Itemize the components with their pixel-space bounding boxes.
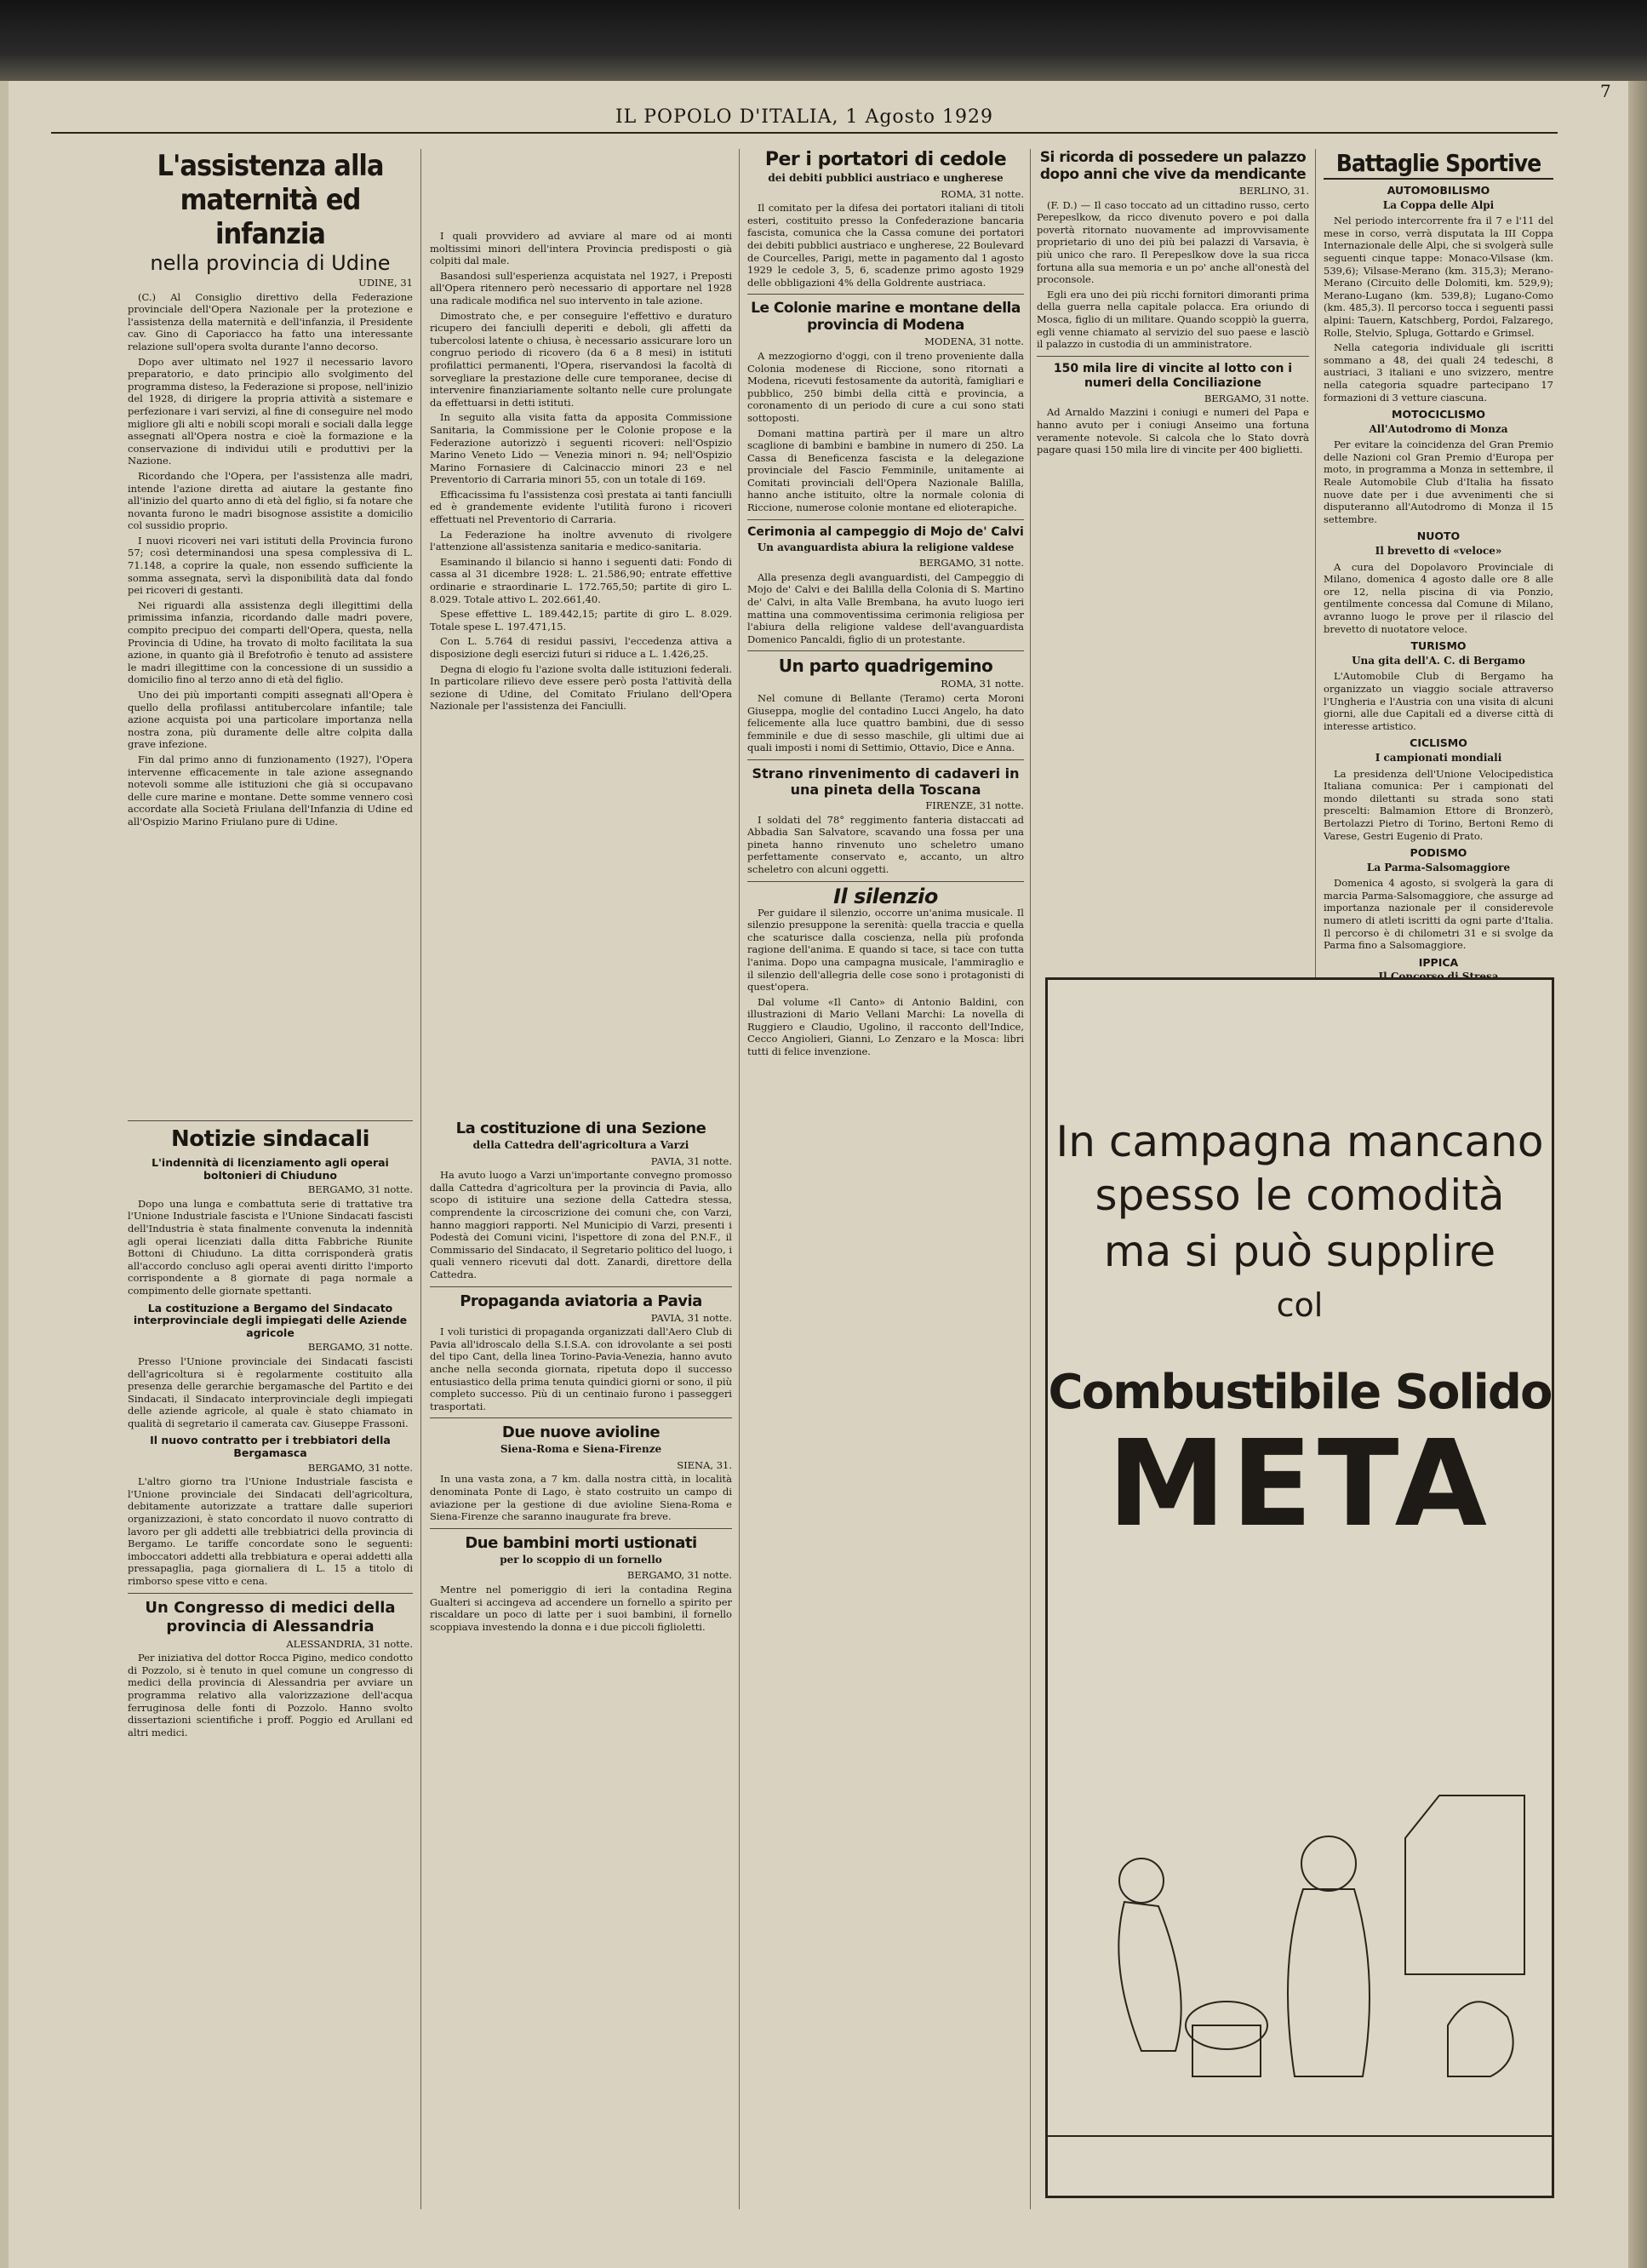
dark-background-top [0, 0, 1647, 89]
dateline: BERGAMO, 31 notte. [1204, 392, 1309, 404]
ad-headline-line: spesso le comodità [1095, 1171, 1505, 1220]
subheadline: nella provincia di Udine [150, 251, 391, 275]
subheadline: Un avanguardista abiura la religione valdese [757, 541, 1015, 553]
paragraph: L'Automobile Club di Bergamo ha organizzato un viaggio sociale attraverso l'Ungheria e l'Austria con una visita di alcuni giorni, alle due Capitali ed a diverse città di interesse artistico. [1324, 670, 1553, 732]
column-3 [747, 149, 1024, 2268]
dateline: BERGAMO, 31 notte. [918, 557, 1024, 570]
subheadline: della Cattedra dell'agricoltura a Varzi [472, 1139, 689, 1151]
masthead-title: IL POPOLO D'ITALIA, 1 Agosto 1929 [615, 106, 994, 128]
dateline: BERGAMO, 31 notte. [307, 1183, 413, 1196]
section-label: TURISMO [1410, 639, 1467, 653]
paragraph: Basandosi sull'esperienza acquistata nel 1927, i Preposti all'Opera ritennero però necessario di apportare nel 1928 una radicale modifica nel suo intervento in tale azione. [430, 269, 732, 306]
paragraph: (C.) Al Consiglio direttivo della Federazione provinciale dell'Opera Nazionale per la protezione e l'assistenza della maternità e dell'infanzia, il Presidente cav. Gino di Caporiacco ha fatto una interessante relazione sull'opera svolta durante l'anno decorso. [128, 290, 413, 352]
paragraph: La Federazione ha inoltre avvenuto di rivolgere l'attenzione all'assistenza sanitaria e medico-sanitaria. [430, 528, 732, 553]
article-maternita [128, 149, 413, 1222]
paragraph: In seguito alla visita fatta da apposita Commissione Sanitaria, la Commissione per le Colonie propose e la Federazione autorizzò i seguenti ricoveri: nell'Ospizio Marino Veneto Lido — Venezia minori n. 94; nell'Ospizio Marino Fornasiere di Calcinaccio minori 23 e nel Preventorio di Carraria minori 55, con un totale di 169. [430, 411, 732, 486]
ad-illustration [1048, 1770, 1552, 2196]
paragraph: I quali provvidero ad avviare al mare od ai monti moltissimi minori dell'intera Provincia predisposti o già colpiti dal male. [430, 230, 732, 267]
hen [1448, 2002, 1513, 2076]
section-label: NUOTO [1416, 530, 1461, 543]
paragraph: Alla presenza degli avanguardisti, del Campeggio di Mojo de' Calvi e dei Balilla della Colonia di S. Martino de' Calvi, in alta Valle Brembana, ha avuto luogo ieri mattina una commoventissima cerimonia religiosa per l'abiura della religione valdese dell'avanguardista Domenico Pancaldi, figlio di un protestante. [747, 570, 1024, 645]
paragraph: A cura del Dopolavoro Provinciale di Milano, domenica 4 agosto dalle ore 8 alle ore 12, nella piscina di via Ponzio, gentilmente concessa dal Comune di Milano, avranno luogo le prove per il rilascio del brevetto di nuotatore veloce. [1324, 560, 1553, 635]
dateline: BERGAMO, 31 notte. [307, 1341, 413, 1354]
paragraph: Nei riguardi alla assistenza degli illegittimi della primissima infanzia, ricordando dalle madri povere, compito precipuo dei comparti dell'Opera, questa, nella Provincia di Udine, ha trovato di molto facilitata la sua azione, in quanto già il Brefotrofio è tenuto ad assistere le madri illegittime con la concessione di un sussidio a domicilio fino al terzo anno di età del figlio. [128, 598, 413, 686]
headline: Battaglie Sportive [1324, 149, 1553, 180]
dateline: ROMA, 31 notte. [941, 678, 1024, 690]
section-label: IPPICA [1418, 955, 1459, 969]
subheadline: L'indennità di licenziamento agli operai boltonieri di Chiuduno [152, 1156, 389, 1182]
woman-body [1118, 1902, 1181, 2051]
dateline: ALESSANDRIA, 31 notte. [286, 1637, 413, 1650]
headline: La costituzione di una Sezione [455, 1120, 706, 1137]
ad-headline-line: In campagna mancano [1055, 1117, 1544, 1166]
paragraph: Domenica 4 agosto, si svolgerà la gara di marcia Parma-Salsomaggiore, che assurge ad importanza nazionale per il considerevole numero di atleti iscritti da ogni parte d'Italia. Il percorso è di chilometri 31 e si svolge da Parma fino a Salsomaggiore. [1324, 877, 1553, 952]
paragraph: A mezzogiorno d'oggi, con il treno proveniente dalla Colonia modenese di Riccione, sono ritornati a Modena, ricevuti festosamente da autorità, famigliari e pubblico, 250 bimbi della città e provincia, a coronamento di un periodo di cure a cui sono stati sottoposti. [747, 349, 1024, 424]
headline: Due bambini morti ustionati [465, 1533, 697, 1552]
paragraph: Mentre nel pomeriggio di ieri la contadina Regina Gualteri si accingeva ad accendere un fornello a spirito per riscaldare un poco di latte per i suoi bambini, il fornello scoppiava investendo la donna e i due piccoli figlioletti. [430, 1584, 732, 1633]
paragraph: Nel comune di Bellante (Teramo) certa Moroni Giuseppa, moglie del contadino Lucci Angelo, ha dato felicemente alla luce quattro bambini, due di sesso femminile e due di sesso maschile, gli ultimi due ai quali imposti i nomi di Settimio, Ottavio, Dice e Anna. [747, 692, 1024, 754]
headline: Cerimonia al campeggio di Mojo de' Calvi [747, 524, 1024, 539]
paragraph: Ha avuto luogo a Varzi un'importante convegno promosso dalla Cattedra d'agricoltura per la provincia di Pavia, allo scopo di istituire una sezione della Cattedra stessa, comprendente la circoscrizione dei comuni che, con Varzi, hanno maggiori rapporti. Nel Municipio di Varzi, presenti i Podestà dei Comuni vicini, l'ispettore di zona del P.N.F., il Commissario del Sindacato, il Segretario politico del luogo, i quali vennero ricevuti dal dott. Zanardi, direttore della Cattedra. [430, 1169, 732, 1280]
dateline: BERGAMO, 31 notte. [626, 1569, 732, 1582]
headline: Si ricorda di possedere un palazzo dopo anni che vive da mendicante [1039, 149, 1307, 183]
headline: Propaganda aviatoria a Pavia [460, 1292, 702, 1310]
ad-brand-logo: META [1107, 1415, 1492, 1554]
ad-brand-top: Combustibile Solido [1048, 1365, 1552, 1420]
column-rule [739, 149, 740, 2209]
paragraph: Dopo aver ultimato nel 1927 il necessario lavoro preparatorio, e dato principio allo svolgimento del programma disteso, la Federazione si propose, nell'inizio del 1928, di dirigere la propria attività a sistemare e perfezionare i vari servizi, al fine di conseguire nel modo migliore gli alti e nobili scopi morali e sociali dalla legge assegnati all'Opera nostra e cioè la formazione e la conservazione di individui utili e produttivi per la Nazione. [128, 355, 413, 467]
page-edge-right [1628, 81, 1647, 2268]
advertisement-meta [1045, 977, 1554, 2198]
paragraph: Domani mattina partirà per il mare un altro scaglione di bambini e bambine in numero di 250. La Cassa di Beneficenza fascista e la delegazione provinciale del Fascio Femminile, unitamente ai Comitati provinciali dell'Opera Nazionale Balilla, hanno anche istituito, oltre la normale colonia di Riccione, numerose colonie montane ed elioterapiche. [747, 427, 1024, 514]
woman-head [1119, 1858, 1164, 1903]
column-rule [1315, 149, 1316, 1000]
headline: L'assistenza alla maternità ed infanzia [157, 149, 384, 251]
man-body [1288, 1889, 1370, 2076]
man-head [1301, 1836, 1356, 1891]
ad-headline-line: col [1276, 1286, 1324, 1324]
paragraph: Fin dal primo anno di funzionamento (1927), l'Opera intervenne efficacemente in tale azione assegnando notevoli somme alle istituzioni che già si occupavano delle cure marine e montane. Dette somme vennero così accordate alla Società Friulana dell'Infanzia di Udine ed all'Ospizio Marino Friulano pure di Udine. [128, 753, 413, 828]
paragraph: In una vasta zona, a 7 km. dalla nostra città, in località denominata Ponte di Lago, è stato costruito un campo di aviazione per la gestione di due avioline Siena-Roma e Siena-Firenze che saranno inaugurate fra breve. [430, 1473, 732, 1523]
subheadline: per lo scoppio di un fornello [500, 1553, 662, 1566]
house [1405, 1796, 1524, 1974]
subheadline: All'Autodromo di Monza [1369, 422, 1508, 435]
paragraph: Presso l'Unione provinciale dei Sindacati fascisti dell'agricoltura si è regolarmente costituito alla presenza delle gerarchie bergamasche del Partito e dei Sindacati, il Sindacato interprovinciale degli impiegati delle aziende agricole, al quale è stato chiamato in qualità di segretario il camerata cav. Giuseppe Frassoni. [128, 1354, 413, 1429]
headline: Un Congresso di medici della provincia di Alessandria [145, 1598, 396, 1635]
dateline: SIENA, 31. [677, 1458, 732, 1471]
paragraph: Per guidare il silenzio, occorre un'anima musicale. Il silenzio presuppone la serenità: quella traccia e quella che scaturisce dalla coscienza, nella più profonda ragione dell'anima. E quando si tace, si tace con tutta l'anima. Dopo una campagna musicale, l'ammiraglio e il silenzio dell'allegria delle cose sono i protagonisti di quest'opera. [747, 906, 1024, 994]
headline: Notizie sindacali [170, 1126, 370, 1152]
paragraph: Degna di elogio fu l'azione svolta dalle istituzioni federali. In particolare rilievo deve essere però posta l'attività della sezione di Udine, del Comitato Friulano dell'Opera Nazionale per l'assistenza dei Fanciulli. [430, 662, 732, 713]
paragraph: Egli era uno dei più ricchi fornitori dimoranti prima della guerra nella capitale polacca. Era oriundo di Mosca, figlio di un militare. Quando scoppiò la guerra, egli venne chiamato al servizio del suo paese e lasciò il palazzo in custodia di un amministratore. [1037, 288, 1309, 351]
dateline: BERLINO, 31. [1238, 185, 1309, 197]
headline: Due nuove avioline [501, 1423, 661, 1442]
paragraph: I nuovi ricoveri nei vari istituti della Provincia furono 57; così determinandosi una spesa complessiva di L. 71.148, a coprire la quale, non essendo sufficiente la somma assegnata, servì la disponibilità data dal fondo pei ricoveri di gestanti. [128, 534, 413, 597]
subheadline: Siena-Roma e Siena-Firenze [500, 1443, 662, 1456]
headline: Le Colonie marine e montane della provincia di Modena [751, 300, 1021, 335]
article-maternita-cont [430, 230, 732, 1196]
paragraph: Ricordando che l'Opera, per l'assistenza alle madri, intende l'azione diretta ad aiutare la gestante fino all'inizio del quarto anno di età del figlio, si fa notare che novanta furono le madri bisognose assistite a domicilio col sussidio proprio. [128, 469, 413, 532]
dateline: FIRENZE, 31 notte. [925, 799, 1024, 811]
paragraph: Con L. 5.764 di residui passivi, l'eccedenza attiva a disposizione degli esercizi futuri si riduce a L. 1.426,25. [430, 635, 732, 660]
paragraph: Dopo una lunga e combattuta serie di trattative tra l'Unione Industriale fascista e l'Unione Sindacati fascisti dell'Industria è stata finalmente convenuta la indennità agli operai licenziati dalla ditta Fabbriche Riunite Bottoni di Chiuduno. La ditta corrisponderà gratis all'accordo concluso agli operai aventi diritto l'importo corrispondente a 8 giornate di paga normale a compimento delle giornate spettanti. [128, 1197, 413, 1297]
headline: Il silenzio [833, 884, 938, 908]
section-label: CICLISMO [1410, 736, 1467, 750]
headline: Strano rinvenimento di cadaveri in una pineta della Toscana [752, 765, 1020, 798]
headline: 150 mila lire di vincite al lotto con i numeri della Conciliazione [1053, 361, 1293, 390]
column-5 [1037, 149, 1309, 1030]
paragraph: Il comitato per la difesa dei portatori italiani di titoli esteri, costituito presso la Confederazione bancaria fascista, comunica che la Cassa comune dei portatori dei debiti pubblici austriaco e ungherese, 22 Boulevard de Courcelles, Parigi, mette in pagamento dal 1 agosto 1929 le cedole 3, 5, 6, scadenze primo agosto 1929 delle obbligazioni 4% della Goldrente austriaca. [747, 202, 1024, 289]
article-notizie-sindacali [128, 1115, 413, 2268]
subheadline: La Parma-Salsomaggiore [1366, 861, 1511, 873]
subheadline: Il nuovo contratto per i trebbiatori della Bergamasca [150, 1434, 391, 1460]
section-label: AUTOMOBILISMO [1387, 184, 1490, 197]
subheadline: I campionati mondiali [1375, 751, 1502, 764]
subheadline: La Coppa delle Alpi [1382, 198, 1495, 211]
dateline: PAVIA, 31 notte. [650, 1154, 732, 1167]
dateline: PAVIA, 31 notte. [650, 1311, 732, 1324]
paragraph: La presidenza dell'Unione Velocipedistica Italiana comunica: Per i campionati del mondo dilettanti su strada sono stati prescelti: Balmamion Ettore di Bronzerò, Bertolazzi Pietro di Torino, Bertoni Remo di Varese, Gestri Eugenio di Prato. [1324, 767, 1553, 842]
subheadline: Una gita dell'A. C. di Bergamo [1352, 654, 1525, 667]
subheadline: Il brevetto di «veloce» [1375, 545, 1502, 558]
subheadline: dei debiti pubblici austriaco e ungherese [768, 172, 1004, 184]
paragraph: I voli turistici di propaganda organizzati dall'Aero Club di Pavia all'idroscalo della S.I.S.A. con idrovolante a sei posti del tipo Cant, della linea Torino-Pavia-Venezia, hanno avuto anche nella seconda giornata, ripetuta dopo il successo entusiastico della prima tenuta quindici giorni or sono, il più completo successo. Più di un centinaio furono i passeggeri trasportati. [430, 1326, 732, 1412]
dateline: ROMA, 31 notte. [941, 187, 1024, 200]
ad-headline-line: ma si può supplire [1103, 1227, 1496, 1276]
paragraph: (F. D.) — Il caso toccato ad un cittadino russo, certo Perepeslkow, da ricco divenuto povero e poi dalla povertà ritornato nuovamente ad improvvisamente proprietario di uno dei più bei palazzi di Varsavia, è più unico che raro. Il Perepeslkow dove la sua ricca fortuna alla sua memoria e un po' anche all'onestà del proconsole. [1037, 198, 1309, 286]
masthead [51, 106, 1558, 134]
paragraph: Uno dei più importanti compiti assegnati all'Opera è quello della profilassi antitubercolare infantile; tale azione acquista poi una particolare importanza nella nostra zona, più duramente delle altre colpita dalla grave infezione. [128, 689, 413, 751]
column-rule [420, 149, 421, 2209]
page-edge-left [0, 81, 9, 2268]
paragraph: I soldati del 78° reggimento fanteria distaccati ad Abbadia San Salvatore, scavando una fossa per una pineta hanno rinvenuto uno scheletro umano perfettamente conservato e, accanto, un altro scheletro con alcuni oggetti. [747, 813, 1024, 875]
paragraph: Per evitare la coincidenza del Gran Premio delle Nazioni col Gran Premio d'Europa per moto, in programma a Monza in settembre, il Reale Automobile Club d'Italia ha fissato nuove date per i due avvenimenti che si disputeranno all'Autodromo di Monza il 15 settembre. [1324, 438, 1553, 525]
paragraph: Ad Arnaldo Mazzini i coniugi e numeri del Papa e hanno avuto per i coniugi Anseimo una fortuna veramente notevole. Si calcola che lo Stato dovrà pagare quasi 150 mila lire di vincite per 400 biglietti. [1037, 406, 1309, 456]
paragraph: Nel periodo intercorrente fra il 7 e l'11 del mese in corso, verrà disputata la III Coppa Internazionale delle Alpi, che si svolgerà sulle seguenti cinque tappe: Monaco-Vilsase (km. 539,6); Vilsase-Merano (km. 315,3); Merano-Merano (Circuito delle Dolomiti, km. 529,9); Merano-Lugano (km. 539,8); Lugano-Como (km. 485,3). Il percorso tocca i seguenti passi alpini: Tauern, Katschberg, Pordoi, Falzarego, Rolle, Stelvio, Spluga, Gottardo e Grimsel. [1324, 215, 1553, 339]
paragraph: Nella categoria individuale gli iscritti sommano a 48, dei quali 24 tedeschi, 8 austriaci, 3 italiani e uno svizzero, mentre nella categoria squadre partecipano 17 formazioni di 3 vetture ciascuna. [1324, 341, 1553, 404]
newspaper-page [0, 81, 1647, 2268]
dateline: BERGAMO, 31 notte. [307, 1461, 413, 1474]
column-sport [1324, 149, 1553, 1000]
paragraph: L'altro giorno tra l'Unione Industriale fascista e l'Unione provinciale dei Sindacati dell'agricoltura, debitamente autorizzate a trattare dalle superiori organizzazioni, è stato concordato il nuovo contratto di lavoro per gli addetti alle trebbiatrici della provincia di Bergamo. Le tariffe concordate sono le seguenti: imboccatori addetti alla trebbiatura e operai addetti alla pressapaglia, paga giornaliera di L. 15 a titolo di rimborso spese vitto e cena. [128, 1475, 413, 1587]
headline: Per i portatori di cedole [764, 149, 1007, 170]
column-2-lower [430, 1120, 732, 2268]
paragraph: Per iniziativa del dottor Rocca Pigino, medico condotto di Pozzolo, si è tenuto in quel comune un congresso di medici della provincia di Alessandria per avviare un programma relativo alla valorizzazione dell'acqua ferruginosa delle fonti di Pozzolo. Hanno svolto dissertazioni scientifiche i proff. Poggio ed Arullani ed altri medici. [128, 1652, 413, 1738]
paragraph: Dimostrato che, e per conseguire l'effettivo e duraturo ricupero dei fanciulli deperiti e deboli, gli affetti da tubercolosi latente o chiusa, è necessario assicurare loro un congruo periodo di ricovero (da 6 a 8 mesi) in istituti profilattici permanenti, l'Opera, riservandosi la facoltà di sorvegliare la prestazione delle cure temporanee, decise di intervenire finanziariamente soltanto nelle cure prolungate da effettuarsi in detti istituti. [430, 309, 732, 409]
paragraph: Spese effettive L. 189.442,15; partite di giro L. 8.029. Totale spese L. 197.471,15. [430, 608, 732, 633]
dateline: UDINE, 31 [358, 277, 413, 289]
subheadline: La costituzione a Bergamo del Sindacato interprovinciale degli impiegati delle Aziende agricole [133, 1301, 408, 1339]
page-number: 7 [1600, 81, 1611, 101]
section-label: PODISMO [1410, 846, 1467, 860]
section-label: MOTOCICLISMO [1392, 408, 1485, 421]
headline: Un parto quadrigemino [778, 656, 993, 677]
stove-base [1192, 2025, 1261, 2076]
paragraph: Dal volume «Il Canto» di Antonio Baldini, con illustrazioni di Mario Vellani Marchi: La novella di Ruggiero e Claudio, Ugolino, il racconto dell'Indice, Cecco Angiolieri, Gianni, Lo Zenzaro e la Mosca: libri tutti di felice invenzione. [747, 995, 1024, 1058]
paragraph: Esaminando il bilancio si hanno i seguenti dati: Fondo di cassa al 31 dicembre 1928: L. 21.586,90; entrate effettive ordinarie e straordinarie L. 172.765,50; partite di giro L. 8.029. Totale attivo L. 202.661,40. [430, 555, 732, 605]
column-rule [1030, 149, 1031, 2209]
paragraph: Efficacissima fu l'assistenza così prestata ai tanti fanciulli ed è grandemente evidente l'utilità furono i ricoveri effettuati nel Preventorio di Carraria. [430, 488, 732, 526]
dateline: MODENA, 31 notte. [924, 335, 1024, 348]
